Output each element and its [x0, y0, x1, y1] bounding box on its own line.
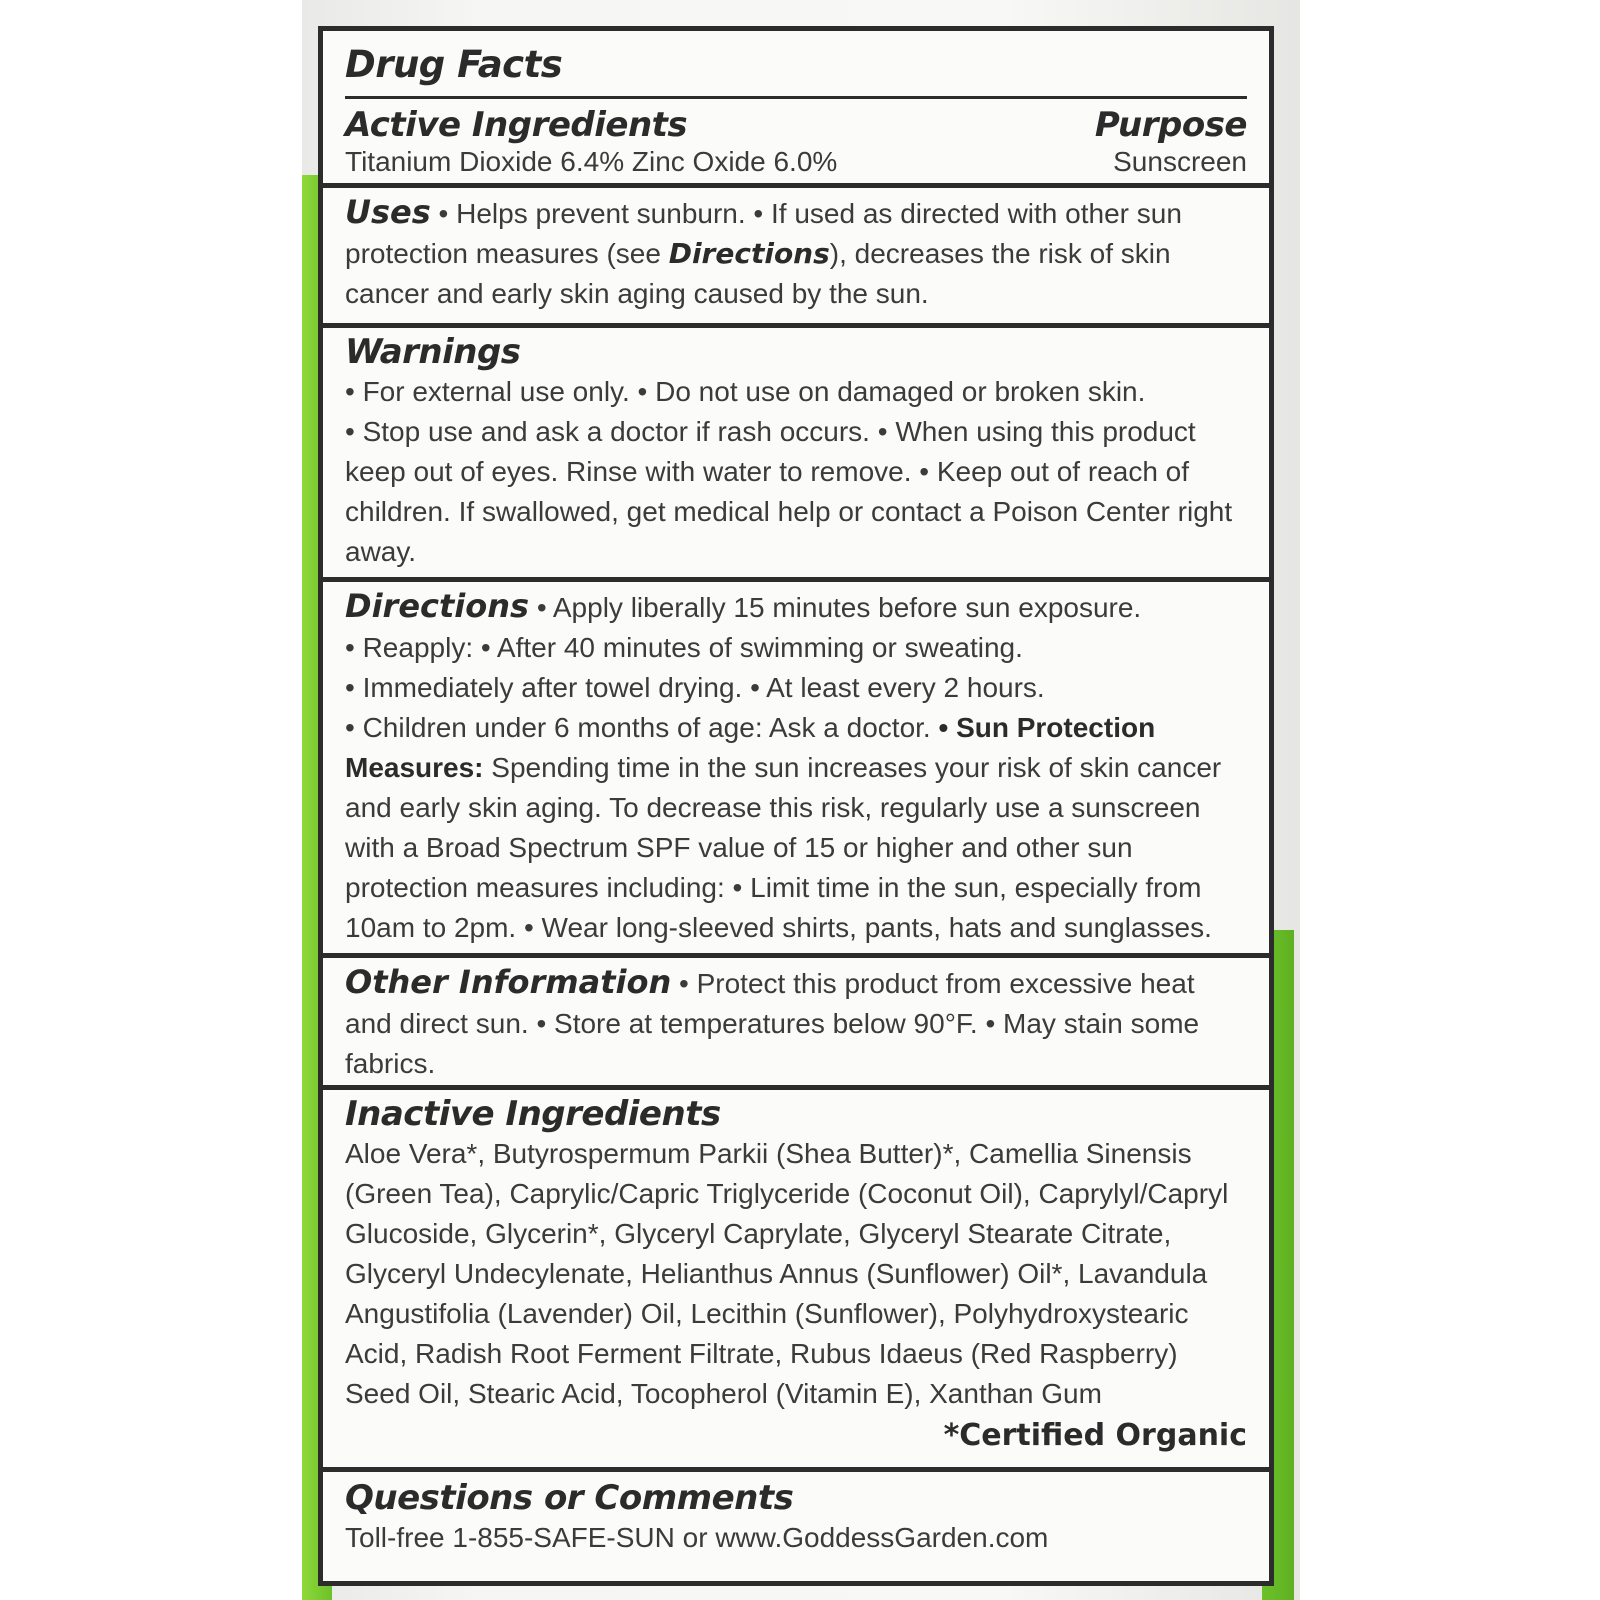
purpose-text: Sunscreen: [1113, 146, 1247, 177]
sun-protection-heading: • Sun Protection Measures:: [345, 712, 1156, 783]
certified-organic-note: *Certified Organic: [943, 1418, 1247, 1453]
drug-facts-panel: [318, 26, 1274, 1586]
uses-heading: Uses: [345, 193, 431, 231]
questions-section: [323, 1467, 1269, 1581]
warnings-line-1: • For external use only. • Do not use on damaged or broken skin.: [345, 376, 1146, 407]
warnings-line-2: • Stop use and ask a doctor if rash occurs. • When using this product keep out of eyes. Rinse with water to remove. • Keep out of reach of children. If swallowed, get medical help or contact a Poison Center right away.: [345, 416, 1233, 567]
directions-line-1: • Apply liberally 15 minutes before sun exposure.: [529, 592, 1142, 623]
inactive-ingredients-heading: Inactive Ingredients: [345, 1094, 721, 1134]
title-divider: [345, 96, 1247, 99]
other-information-section: [323, 953, 1269, 1085]
other-information-text: • Protect this product from excessive heat and direct sun. • Store at temperatures below 90°F. • May stain some fabrics.: [345, 968, 1200, 1079]
drug-facts-title: Drug Facts: [345, 43, 563, 86]
directions-reference: Directions: [668, 237, 830, 270]
other-information-heading: Other Information: [345, 963, 672, 1001]
uses-section: [323, 183, 1269, 323]
directions-section: [323, 577, 1269, 953]
directions-heading: Directions: [345, 587, 530, 625]
directions-line-4: • Children under 6 months of age: Ask a doctor.: [345, 712, 939, 743]
inactive-ingredients-text: Aloe Vera*, Butyrospermum Parkii (Shea Butter)*, Camellia Sinensis (Green Tea), Caprylic/Capric Triglyceride (Coconut Oil), Caprylyl/Capryl Glucoside, Glycerin*, Glyceryl Caprylate, Glyceryl Stearate Citrate, Glyceryl Undecylenate, Helianthus Annus (Sunflower) Oil*, Lavandula Angustifolia (Lavender) Oil, Lecithin (Sunflower), Polyhydroxystearic Acid, Radish Root Ferment Filtrate, Rubus Idaeus (Red Raspberry) Seed Oil, Stearic Acid, Tocopherol (Vitamin E), Xanthan Gum: [345, 1138, 1229, 1409]
directions-line-2: • Reapply: • After 40 minutes of swimming or sweating.: [345, 632, 1023, 663]
warnings-section: [323, 323, 1269, 577]
directions-line-3: • Immediately after towel drying. • At least every 2 hours.: [345, 672, 1045, 703]
questions-heading: Questions or Comments: [345, 1478, 794, 1518]
warnings-heading: Warnings: [345, 332, 521, 372]
sun-protection-text: Spending time in the sun increases your risk of skin cancer and early skin aging. To decrease this risk, regularly use a sunscreen with a Broad Spectrum SPF value of 15 or higher and other sun protection measures including: • Limit time in the sun, especially from 10am to 2pm. • Wear long-sleeved shirts, pants, hats and sunglasses.: [345, 752, 1222, 943]
active-ingredients-text: Titanium Dioxide 6.4% Zinc Oxide 6.0%: [345, 146, 838, 177]
inactive-ingredients-section: [323, 1085, 1269, 1467]
purpose-heading: Purpose: [1094, 105, 1247, 145]
active-ingredients-heading: Active Ingredients: [345, 105, 688, 145]
active-ingredients-section: [323, 31, 1269, 183]
questions-contact-text: Toll-free 1-855-SAFE-SUN or www.GoddessGarden.com: [345, 1522, 1049, 1553]
uses-text: Uses • Helps prevent sunburn. • If used as directed with other sun protection measures (see Directions), decreases the risk of skin cancer and early skin aging caused by the sun.: [345, 193, 1182, 309]
